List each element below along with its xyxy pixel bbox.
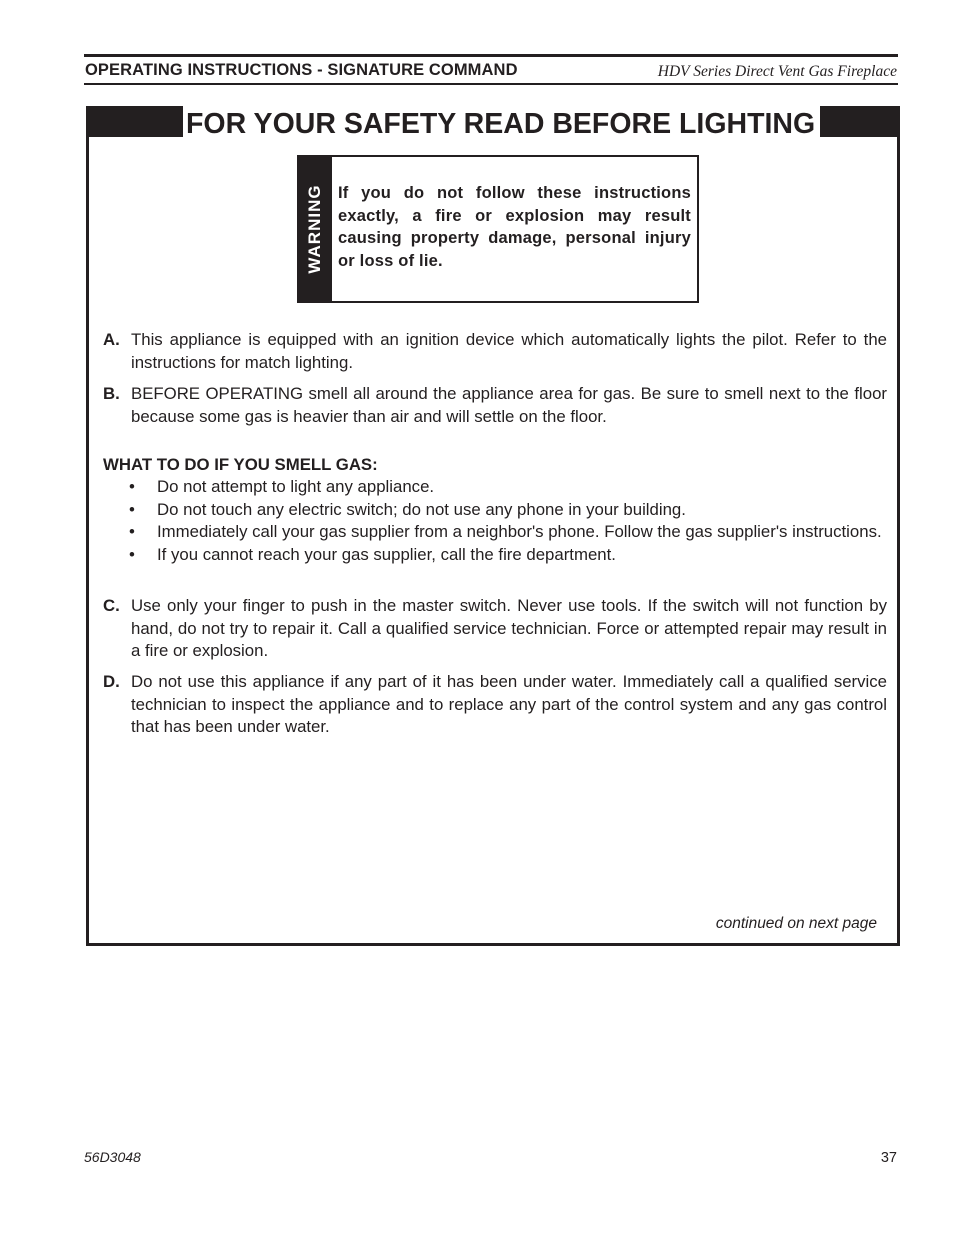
bullet-icon: • bbox=[129, 522, 135, 541]
list-item bbox=[129, 476, 887, 499]
footer-doc-code: 56D3048 bbox=[84, 1149, 141, 1165]
list-item-text: Do not attempt to light any appliance. bbox=[157, 477, 435, 496]
warning-text: If you do not follow these instructions exactly, a fire or explosion may result causing property damage, personal injury or loss of lie. bbox=[338, 184, 691, 270]
list-item-text: If you cannot reach your gas supplier, call the fire department. bbox=[157, 544, 616, 564]
instruction-item-c bbox=[103, 595, 887, 663]
item-text: Use only your finger to push in the master switch. Never use tools. If the switch will not function by hand, do not try to repair it. Call a qualified service technician. Force or attempted repair may result in a fire or explosion. bbox=[131, 596, 887, 660]
list-item-text: Immediately call your gas supplier from a neighbor's phone. Follow the gas supplier's instructions. bbox=[157, 522, 882, 541]
item-text: This appliance is equipped with an ignition device which automatically lights the pilot. Refer to the instructions for match lighting. bbox=[131, 330, 887, 372]
smell-gas-list bbox=[129, 476, 887, 566]
bullet-icon: • bbox=[129, 499, 135, 519]
continued-note: continued on next page bbox=[715, 915, 877, 932]
list-item bbox=[129, 521, 887, 544]
list-item bbox=[129, 499, 887, 522]
safety-box bbox=[86, 106, 900, 946]
bullet-icon: • bbox=[129, 477, 135, 496]
header-rule-top bbox=[84, 54, 898, 57]
footer-page-number: 37 bbox=[880, 1150, 897, 1166]
item-text: Do not use this appliance if any part of it has been under water. Immediately call a qualified service technician to inspect the appliance and to replace any part of the control system and any gas control that has been under water. bbox=[131, 672, 887, 736]
header-product-name: HDV Series Direct Vent Gas Fireplace bbox=[657, 63, 897, 80]
list-item bbox=[129, 544, 887, 567]
item-letter: C. bbox=[103, 596, 120, 615]
bullet-icon: • bbox=[129, 544, 135, 564]
list-item-text: Do not touch any electric switch; do not use any phone in your building. bbox=[157, 499, 686, 519]
header-section-title: OPERATING INSTRUCTIONS - SIGNATURE COMMAND bbox=[85, 61, 518, 79]
warning-box bbox=[297, 155, 699, 303]
item-letter: B. bbox=[103, 384, 120, 403]
item-letter: D. bbox=[103, 672, 120, 691]
warning-tab bbox=[299, 157, 332, 301]
item-text: BEFORE OPERATING smell all around the appliance area for gas. Be sure to smell next to the floor because some gas is heavier than air and will settle on the floor. bbox=[131, 384, 887, 426]
instruction-item-a bbox=[103, 329, 887, 374]
item-letter: A. bbox=[103, 330, 120, 349]
instruction-item-d bbox=[103, 671, 887, 739]
warning-label: WARNING bbox=[305, 184, 324, 274]
safety-title: FOR YOUR SAFETY READ BEFORE LIGHTING bbox=[183, 105, 820, 143]
header-rule-bottom bbox=[84, 83, 898, 85]
instruction-item-b bbox=[103, 383, 887, 428]
smell-gas-heading: WHAT TO DO IF YOU SMELL GAS: bbox=[103, 455, 378, 474]
